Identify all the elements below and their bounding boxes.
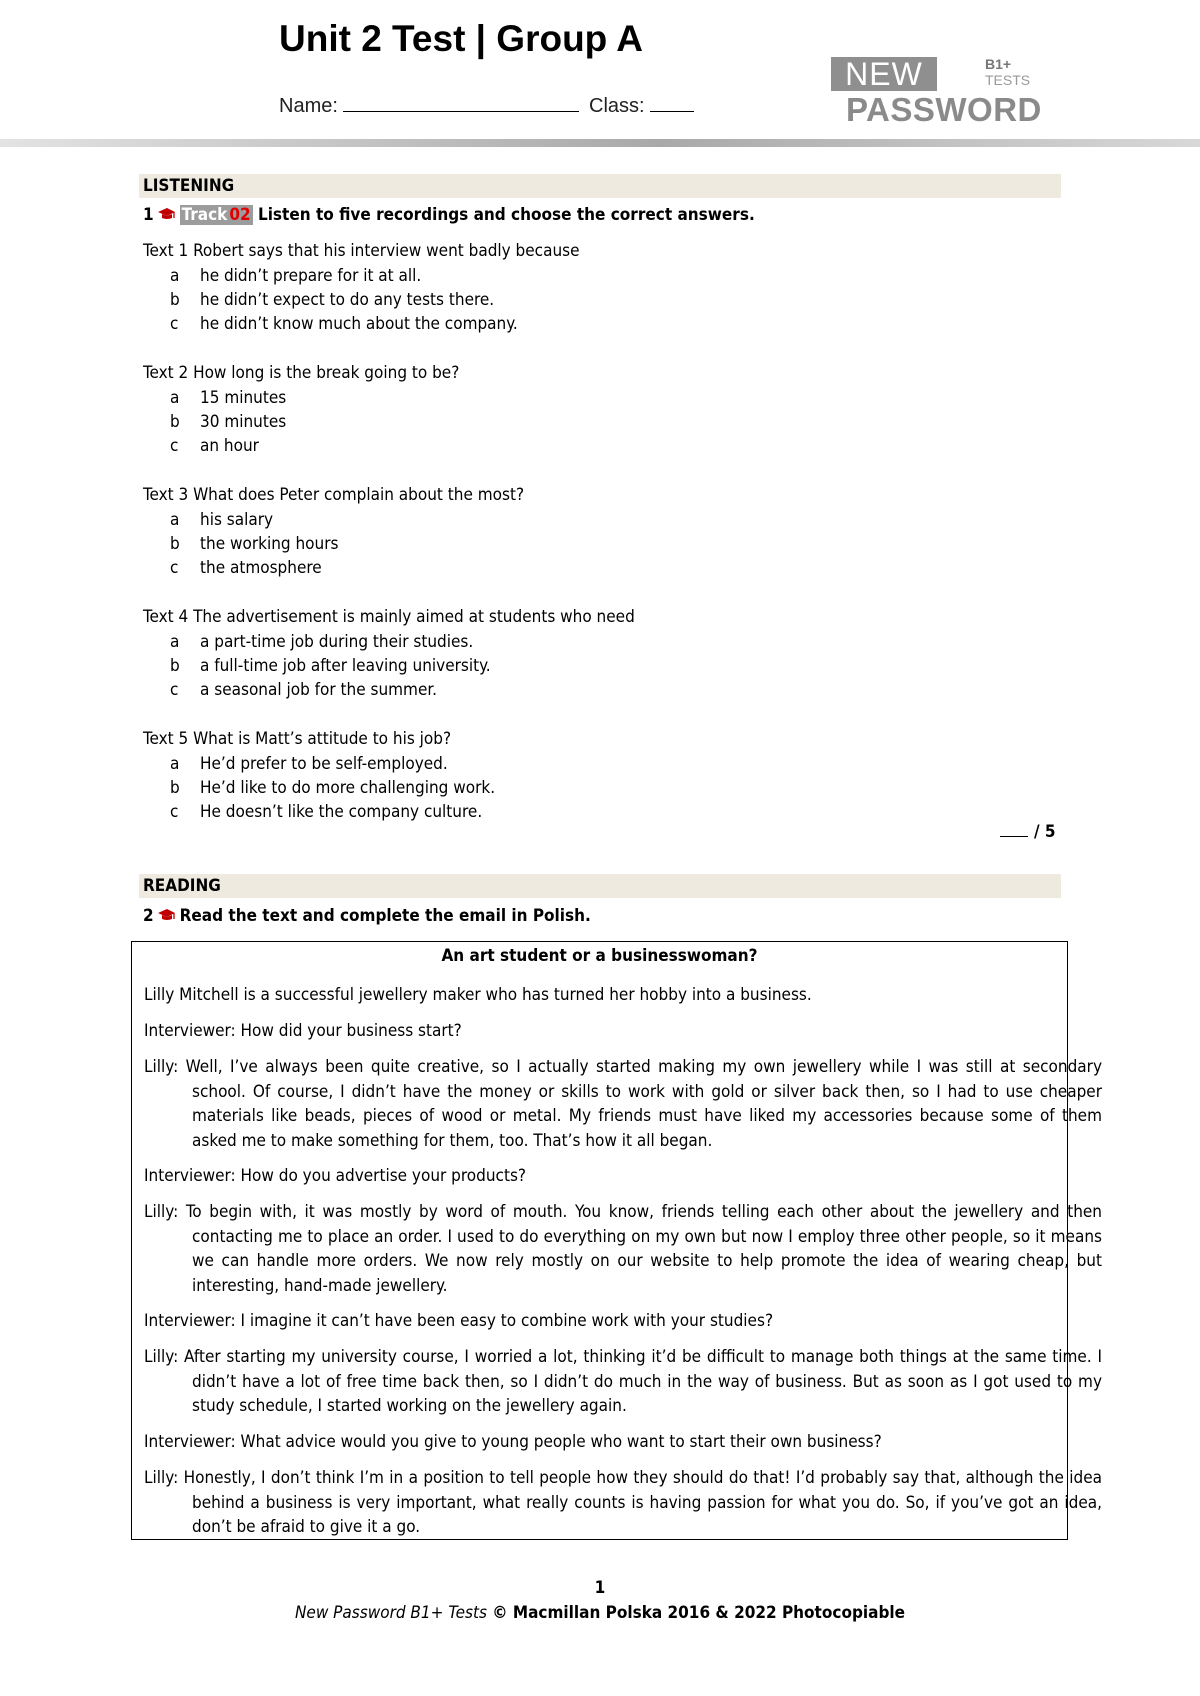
name-class-line (279, 95, 694, 118)
option-letter: b (170, 534, 180, 554)
answer-option[interactable] (143, 264, 843, 288)
track-number: 02 (229, 205, 251, 225)
logo-new: NEW (831, 57, 937, 91)
lilly-answer-3: Lilly: After starting my university course, I worried a lot, thinking it’d be difficult to manage both things at the same time. I didn’t have a lot of free time back then, so I didn’t do much in the way of business. But as soon as I got used to my study schedule, I started working on the jewellery again. (144, 1347, 1102, 1416)
reading-text-box (131, 941, 1102, 1540)
article-title: An art student or a businesswoman? (441, 946, 758, 966)
page-number: 1 (594, 1578, 606, 1598)
exercise-number: 2 (143, 906, 154, 926)
option-text: 30 minutes (200, 412, 287, 432)
answer-option[interactable] (143, 630, 843, 654)
option-letter: c (170, 558, 179, 578)
option-text: an hour (200, 436, 259, 456)
footer-product: New Password B1+ Tests (294, 1603, 487, 1623)
question-label: Text 1 (143, 241, 189, 261)
option-letter: c (170, 802, 179, 822)
graduation-cap-icon (157, 908, 176, 922)
option-text: the working hours (200, 534, 339, 554)
answer-option[interactable] (143, 386, 843, 410)
option-text: a full-time job after leaving university. (200, 656, 491, 676)
logo-level: B1+ (985, 56, 1012, 72)
question-stem: What is Matt’s attitude to his job? (193, 729, 452, 749)
reading-instruction-text: Read the text and complete the email in Polish. (179, 906, 591, 926)
page-title: Unit 2 Test | Group A (279, 18, 643, 59)
question-label: Text 3 (143, 485, 189, 505)
score-total: / 5 (1034, 822, 1056, 842)
header-divider (0, 139, 1200, 147)
listening-instruction (143, 205, 755, 225)
exercise-number: 1 (143, 205, 154, 225)
class-field[interactable] (650, 95, 694, 112)
option-text: a seasonal job for the summer. (200, 680, 437, 700)
interviewer-question-2: Interviewer: How do you advertise your products? (144, 1166, 527, 1186)
answer-option[interactable] (143, 776, 843, 800)
option-letter: a (170, 754, 180, 774)
footer-rights: © Macmillan Polska 2016 & 2022 Photocopiable (492, 1603, 906, 1623)
answer-option[interactable] (143, 678, 843, 702)
option-text: a part-time job during their studies. (200, 632, 474, 652)
answer-option[interactable] (143, 288, 843, 312)
answer-option[interactable] (143, 752, 843, 776)
answer-option[interactable] (143, 800, 843, 824)
option-text: his salary (200, 510, 274, 530)
option-letter: a (170, 632, 180, 652)
answer-option[interactable] (143, 312, 843, 336)
score-field[interactable] (1000, 822, 1028, 837)
question-label: Text 5 (143, 729, 189, 749)
question-text-3 (143, 483, 843, 580)
question-stem: What does Peter complain about the most? (193, 485, 525, 505)
interviewer-question-3: Interviewer: I imagine it can’t have been easy to combine work with your studies? (144, 1311, 774, 1331)
reading-section-header: READING (139, 874, 1061, 898)
option-text: He’d prefer to be self-employed. (200, 754, 448, 774)
option-letter: b (170, 656, 180, 676)
footer-copyright (0, 1603, 1200, 1623)
question-stem: The advertisement is mainly aimed at students who need (193, 607, 635, 627)
interviewer-question-4: Interviewer: What advice would you give to young people who want to start their own business? (144, 1432, 882, 1452)
option-text: He’d like to do more challenging work. (200, 778, 496, 798)
option-letter: a (170, 266, 180, 286)
answer-option[interactable] (143, 508, 843, 532)
reading-instruction (143, 906, 591, 926)
answer-option[interactable] (143, 556, 843, 580)
question-stem: Robert says that his interview went badly because (193, 241, 580, 261)
option-letter: b (170, 778, 180, 798)
option-letter: a (170, 510, 180, 530)
interviewer-question-1: Interviewer: How did your business start? (144, 1021, 462, 1041)
option-letter: b (170, 290, 180, 310)
question-label: Text 4 (143, 607, 189, 627)
option-text: He doesn’t like the company culture. (200, 802, 483, 822)
option-text: 15 minutes (200, 388, 287, 408)
name-label: Name: (279, 95, 338, 117)
logo-password: PASSWORD (846, 91, 1042, 128)
answer-option[interactable] (143, 410, 843, 434)
question-stem: How long is the break going to be? (193, 363, 460, 383)
lilly-answer-1: Lilly: Well, I’ve always been quite creative, so I actually started making my own jewellery while I was still at secondary school. Of course, I didn’t have the money or skills to work with gold or silver back then, so I had to use cheaper materials like beads, pieces of wood or metal. My friends must have liked my accessories because some of them asked me to make something for them, too. That’s how it all began. (144, 1057, 1102, 1151)
option-letter: b (170, 412, 180, 432)
question-text-5 (143, 727, 843, 824)
answer-option[interactable] (143, 654, 843, 678)
option-letter: c (170, 680, 179, 700)
answer-option[interactable] (143, 434, 843, 458)
option-letter: a (170, 388, 180, 408)
option-text: he didn’t know much about the company. (200, 314, 518, 334)
option-text: the atmosphere (200, 558, 322, 578)
article-intro: Lilly Mitchell is a successful jewellery maker who has turned her hobby into a business. (144, 985, 812, 1005)
listening-score (1000, 822, 1056, 842)
graduation-cap-icon (157, 207, 176, 221)
option-letter: c (170, 436, 179, 456)
question-text-1 (143, 239, 843, 336)
name-field[interactable] (343, 95, 579, 112)
lilly-answer-2: Lilly: To begin with, it was mostly by word of mouth. You know, friends telling each other about the jewellery and then contacting me to place an order. I used to do everything on my own but now I employ three other people, so it means we can handle more orders. We now rely mostly on our website to help promote the idea of wearing cheap, but interesting, hand-made jewellery. (144, 1202, 1102, 1296)
lilly-answer-4: Lilly: Honestly, I don’t think I’m in a position to tell people how they should do that! I’d probably say that, although the idea behind a business is very important, what really counts is having passion for what you do. So, if you’ve got an idea, don’t be afraid to give it a go. (144, 1468, 1102, 1537)
question-text-2 (143, 361, 843, 458)
class-label: Class: (589, 95, 645, 117)
option-letter: c (170, 314, 179, 334)
listening-instruction-text: Listen to five recordings and choose the correct answers. (257, 205, 755, 225)
question-label: Text 2 (143, 363, 189, 383)
listening-section-header: LISTENING (139, 174, 1061, 198)
track-label: Track (181, 205, 228, 225)
new-password-logo (831, 55, 1042, 128)
logo-tests: TESTS (985, 72, 1031, 88)
question-text-4 (143, 605, 843, 702)
option-text: he didn’t expect to do any tests there. (200, 290, 495, 310)
answer-option[interactable] (143, 532, 843, 556)
option-text: he didn’t prepare for it at all. (200, 266, 422, 286)
